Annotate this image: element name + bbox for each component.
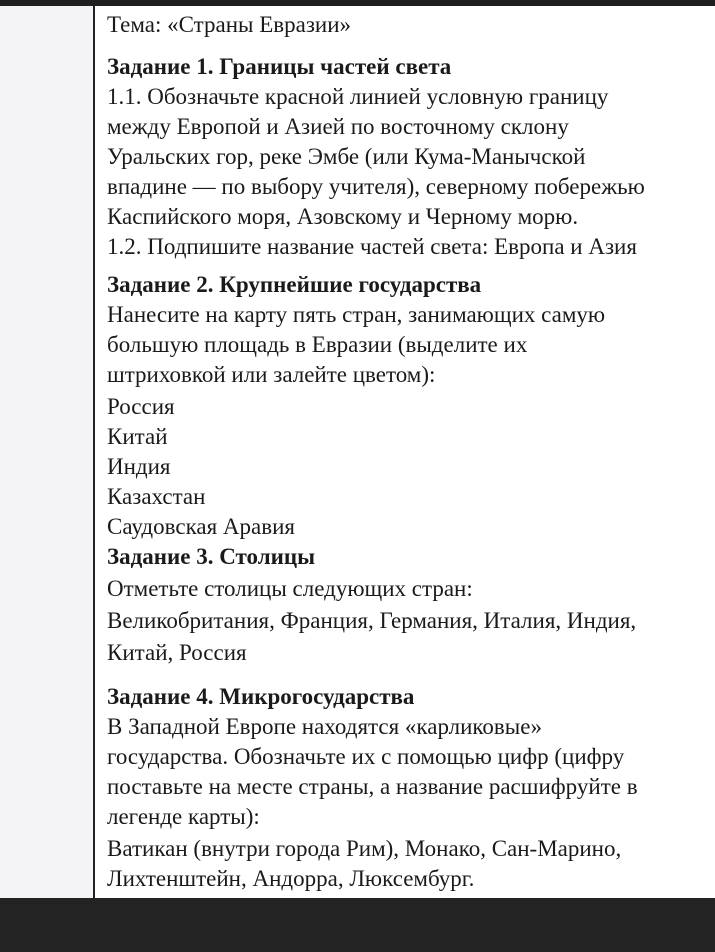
task1-line: между Европой и Азией по восточному склону xyxy=(107,114,569,139)
document-page xyxy=(93,6,715,898)
task3-line: Отметьте столицы следующих стран: xyxy=(107,576,473,601)
task4-line: поставьте на месте страны, а название расшифруйте в xyxy=(107,774,638,799)
task2-line: большую площадь в Евразии (выделите их xyxy=(107,332,528,357)
bottom-dark-bar xyxy=(0,898,715,952)
task4-line: В Западной Европе находятся «карликовые» xyxy=(107,714,542,739)
left-margin xyxy=(0,6,93,898)
task2-title: Задание 2. Крупнейшие государства xyxy=(107,272,482,297)
task3-line: Китай, Россия xyxy=(107,640,247,665)
country-item: Казахстан xyxy=(107,484,206,509)
task2-line: Нанесите на карту пять стран, занимающих самую xyxy=(107,302,606,327)
country-item: Россия xyxy=(107,394,175,419)
task4-line: Лихтенштейн, Андорра, Люксембург. xyxy=(107,866,475,891)
task4-line: легенде карты): xyxy=(107,804,260,829)
task4-line: Ватикан (внутри города Рим), Монако, Сан-Марино, xyxy=(107,836,622,861)
country-item: Китай xyxy=(107,424,168,449)
task1-line: 1.2. Подпишите название частей света: Европа и Азия xyxy=(107,234,637,259)
task4-title: Задание 4. Микрогосударства xyxy=(107,684,415,709)
task1-line: впадине — по выбору учителя), северному побережью xyxy=(107,174,645,199)
task1-line: 1.1. Обозначьте красной линией условную границу xyxy=(107,84,609,109)
country-item: Саудовская Аравия xyxy=(107,514,295,539)
task1-line: Каспийского моря, Азовскому и Черному морю. xyxy=(107,204,579,229)
task4-line: государства. Обозначьте их с помощью цифр (цифру xyxy=(107,744,625,769)
country-item: Индия xyxy=(107,454,171,479)
task1-title: Задание 1. Границы частей света xyxy=(107,54,452,79)
task1-line: Уральских гор, реке Эмбе (или Кума-Манычской xyxy=(107,144,586,169)
task3-line: Великобритания, Франция, Германия, Италия, Индия, xyxy=(107,608,637,633)
topic-heading: Тема: «Страны Евразии» xyxy=(107,12,352,37)
task2-line: штриховкой или залейте цветом): xyxy=(107,362,436,387)
task3-title: Задание 3. Столицы xyxy=(107,544,316,569)
